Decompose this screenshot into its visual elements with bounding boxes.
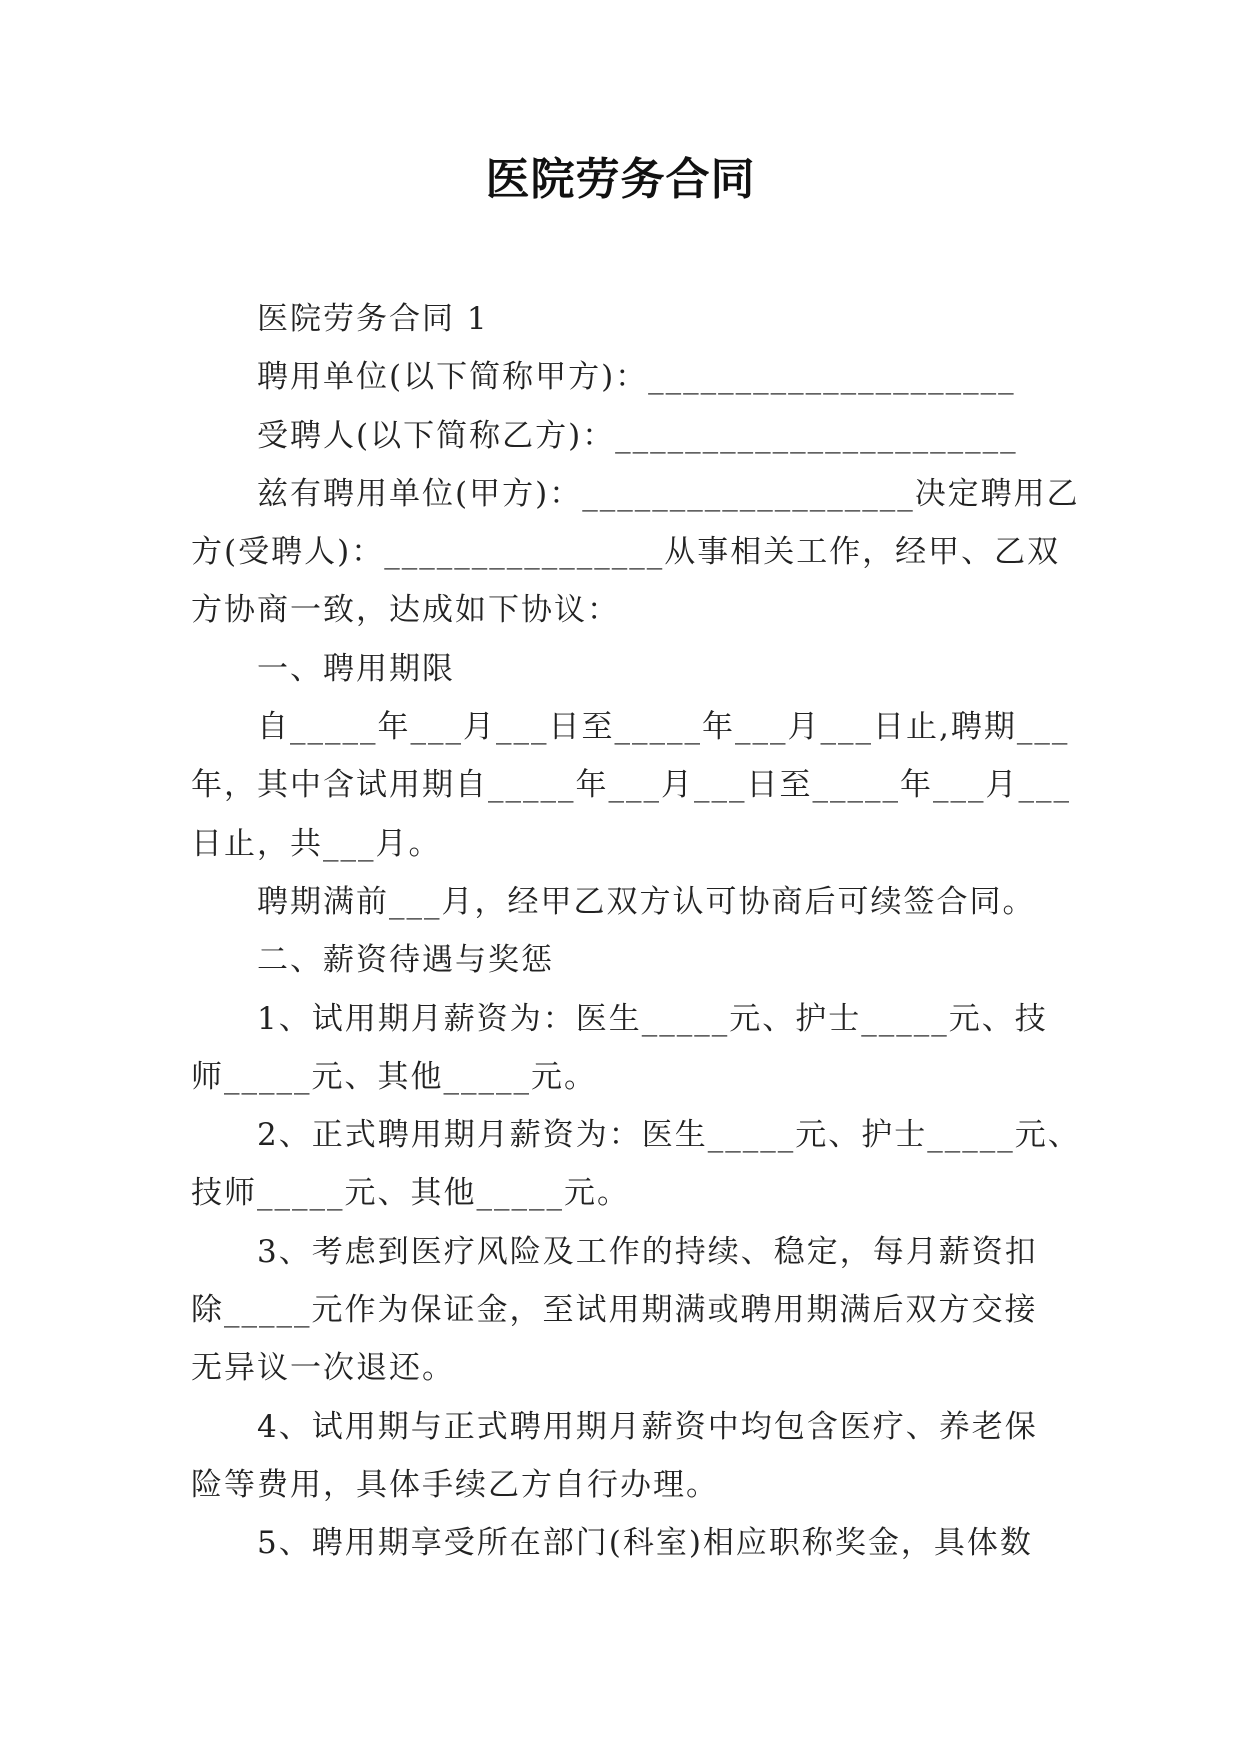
section-heading-term: 一、聘用期限 <box>257 650 455 687</box>
item3-line-2: 除_____元作为保证金，至试用期满或聘用期满后双方交接 <box>191 1292 1038 1329</box>
item1-line-2: 师_____元、其他_____元。 <box>191 1058 597 1095</box>
item5-line-1: 5、聘用期享受所在部门(科室)相应职称奖金，具体数 <box>257 1525 1033 1562</box>
employee-line: 受聘人(以下简称乙方)：_______________________ <box>257 417 1018 454</box>
document-body <box>191 290 1081 1573</box>
term-line-2: 年，其中含试用期自_____年___月___日至_____年___月___ <box>191 767 1071 804</box>
intro-line-3: 方协商一致，达成如下协议： <box>191 592 620 629</box>
item2-line-1: 2、正式聘用期月薪资为：医生_____元、护士_____元、 <box>257 1117 1081 1154</box>
intro-line-2: 方(受聘人)：________________从事相关工作，经甲、乙双 <box>191 534 1061 571</box>
renewal-line: 聘期满前___月，经甲乙双方认可协商后可续签合同。 <box>257 883 1036 920</box>
intro-line-1: 兹有聘用单位(甲方)：___________________决定聘用乙 <box>257 475 1080 512</box>
term-line-3: 日止，共___月。 <box>191 825 442 862</box>
item1-line-1: 1、试用期月薪资为：医生_____元、护士_____元、技 <box>257 1000 1048 1037</box>
employer-line: 聘用单位(以下简称甲方)：_____________________ <box>257 359 1016 396</box>
section-heading-salary: 二、薪资待遇与奖惩 <box>257 942 554 979</box>
item2-line-2: 技师_____元、其他_____元。 <box>191 1175 630 1212</box>
item4-line-2: 险等费用，具体手续乙方自行办理。 <box>191 1466 719 1503</box>
document-title: 医院劳务合同 <box>485 154 756 205</box>
document-subtitle: 医院劳务合同 1 <box>257 301 489 337</box>
item3-line-3: 无异议一次退还。 <box>191 1350 455 1387</box>
item3-line-1: 3、考虑到医疗风险及工作的持续、稳定，每月薪资扣 <box>257 1233 1038 1270</box>
term-line-1: 自_____年___月___日至_____年___月___日止,聘期___ <box>257 709 1070 746</box>
item4-line-1: 4、试用期与正式聘用期月薪资中均包含医疗、养老保 <box>257 1408 1038 1445</box>
